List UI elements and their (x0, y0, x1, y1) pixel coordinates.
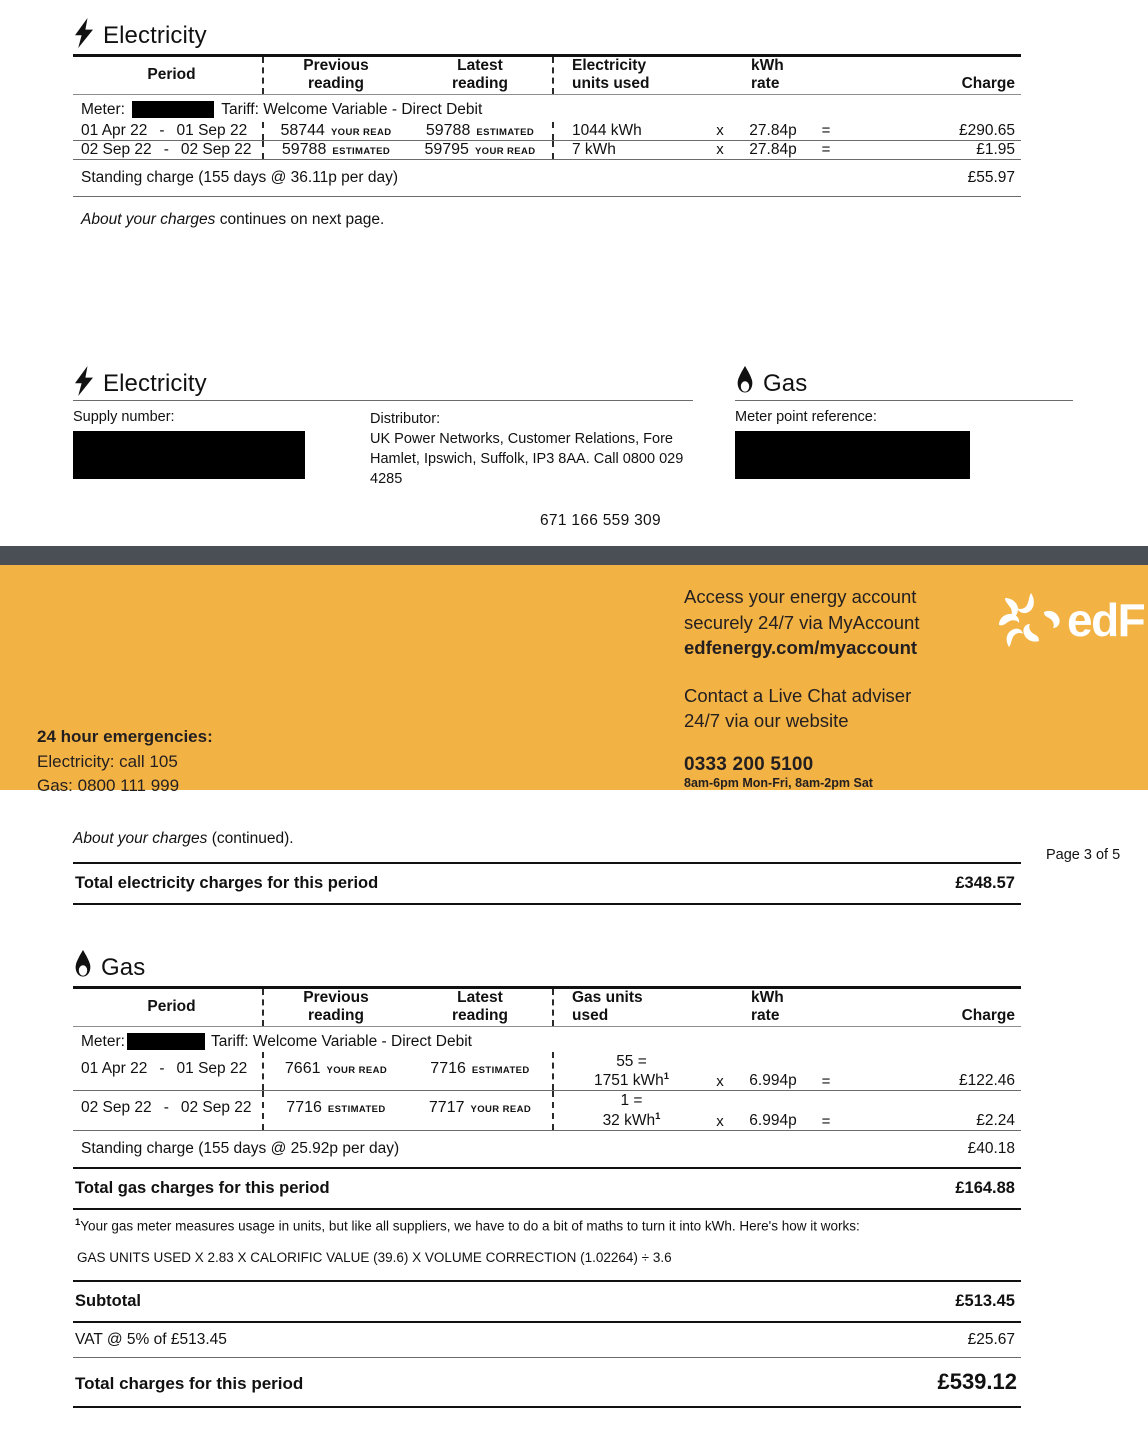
col-latest-reading (408, 57, 553, 94)
emergency-electricity: Electricity: call 105 (37, 751, 178, 771)
gas-col-units-l2: used (572, 1007, 609, 1025)
total-gas-label: Total gas charges for this period (75, 1179, 330, 1198)
total-charges-bottom-rule (73, 1406, 1021, 1408)
total-charges-label: Total charges for this period (75, 1374, 304, 1394)
col-units-used-l1: Electricity (572, 57, 647, 74)
gas-row0-period (73, 1052, 263, 1091)
supply-gas-heading-row (735, 366, 1073, 396)
row1-previous (263, 141, 408, 159)
gas-row0-rate: 6.994p (749, 1072, 797, 1090)
row1-rate-cells (703, 141, 853, 159)
gas-col-kwh-rate (703, 989, 853, 1026)
row1-equals-sign: = (821, 141, 831, 159)
subtotal-row (73, 1282, 1021, 1321)
row0-period (73, 122, 263, 140)
row0-charge: £290.65 (958, 121, 1015, 139)
gas-rows-table (73, 1052, 1021, 1091)
livechat-line-1: Contact a Live Chat adviser (684, 684, 912, 706)
row0-previous-tag: YOUR READ (330, 126, 392, 138)
gas-col-previous-reading (263, 989, 408, 1026)
row1-rate-group (703, 141, 853, 159)
gas-row0-previous-value: 7661 (284, 1059, 321, 1077)
gas-meter-tariff-line (73, 1027, 1021, 1052)
gas-row1-multiply-sign: x (716, 1112, 724, 1130)
table-row (73, 141, 1021, 159)
gas-standing-charge-label: Standing charge (155 days @ 25.92p per day) (81, 1140, 400, 1158)
row1-multiply-sign: x (716, 141, 724, 159)
col-latest-reading-l2: reading (452, 75, 508, 93)
gas-row1-rate-cells (703, 1112, 853, 1130)
banner-top-bar (0, 546, 1148, 565)
myaccount-url[interactable]: edfenergy.com/myaccount (684, 637, 918, 659)
supply-electricity-heading-row (73, 366, 693, 396)
col-period: Period (147, 66, 196, 84)
gas-standing-charge-row (73, 1131, 1021, 1167)
total-electricity-row (73, 864, 1021, 903)
distributor-address: UK Power Networks, Customer Relations, Fore Hamlet, Ipswich, Suffolk, IP3 8AA. Call 0800 029 4285 (370, 431, 684, 487)
col-kwh-rate (703, 57, 853, 94)
flame-icon (73, 950, 93, 980)
meter-point-redacted (735, 431, 970, 479)
continues-note-rest: continues on next page. (215, 210, 385, 228)
gas-row0-units-l2-wrap (560, 1071, 703, 1091)
gas-footnote (73, 1210, 1021, 1237)
gas-row1-period (73, 1091, 263, 1130)
meter-point-label: Meter point reference: (735, 409, 877, 425)
lightning-bolt-icon (73, 18, 95, 48)
gas-row1-units (553, 1091, 703, 1130)
gas-table-header-row (73, 989, 1021, 1026)
col-units-used-l2: units used (572, 75, 650, 93)
table-row (73, 122, 1021, 140)
distributor-label: Distributor: (370, 411, 441, 427)
row0-period-dates (81, 122, 262, 140)
emergency-gas: Gas: 0800 111 999 (37, 775, 180, 795)
gas-row0-rate-cells (703, 1072, 853, 1090)
row0-units: 1044 kWh (553, 122, 703, 140)
gas-row1-latest-tag: YOUR READ (470, 1104, 532, 1116)
myaccount-line-2: securely 24/7 via MyAccount (684, 611, 920, 633)
table-row (73, 1052, 1021, 1091)
row0-rate-cells (703, 122, 853, 140)
subtotal-label: Subtotal (75, 1292, 141, 1311)
row1-period (73, 141, 263, 159)
row1-previous-tag: ESTIMATED (332, 145, 391, 157)
gas-row0-period-dates (81, 1060, 262, 1078)
continues-note-italic: About your charges (81, 210, 216, 228)
flame-icon (735, 366, 755, 396)
total-electricity-bottom-rule (73, 903, 1021, 905)
gas-meter-redacted (127, 1033, 205, 1050)
gas-meter-label: Meter: (81, 1032, 125, 1050)
electricity-meter-label: Meter: (81, 100, 125, 118)
gas-row0-dash: - (159, 1059, 165, 1077)
electricity-tariff: Tariff: Welcome Variable - Direct Debit (221, 100, 483, 118)
supply-details-electricity (73, 366, 693, 489)
gas-footnote-formula: GAS UNITS USED X 2.83 X CALORIFIC VALUE (39.6) X VOLUME CORRECTION (1.02264) ÷ 3.6 (77, 1250, 672, 1266)
total-charges-row (73, 1358, 1021, 1406)
continued-note-italic: About your charges (73, 830, 208, 847)
electricity-standing-charge-label: Standing charge (155 days @ 36.11p per day) (81, 168, 399, 186)
gas-col-previous-l1: Previous (303, 989, 369, 1006)
distributor-block (370, 409, 690, 489)
row1-units: 7 kWh (553, 141, 703, 159)
gas-row0-date-from: 01 Apr 22 (81, 1059, 148, 1077)
gas-row0-multiply-sign: x (716, 1072, 724, 1090)
lightning-bolt-icon (73, 366, 95, 396)
row0-previous (263, 122, 408, 140)
gas-row0-units-l1: 55 = (616, 1052, 647, 1070)
col-previous-reading (263, 57, 408, 94)
row1-previous-value: 59788 (281, 140, 327, 158)
electricity-continues-note (73, 197, 1021, 229)
row0-latest-value: 59788 (425, 121, 471, 139)
gas-heading: Gas (101, 954, 146, 981)
gas-col-latest-reading (408, 989, 553, 1026)
gas-row1-equals-sign: = (821, 1112, 831, 1130)
gas-col-latest-l1: Latest (457, 989, 503, 1006)
electricity-standing-charge-row (73, 160, 1021, 196)
gas-col-period: Period (147, 998, 196, 1016)
emergency-block (37, 725, 213, 798)
continued-note-rest: (continued). (207, 830, 294, 847)
continued-note (73, 830, 1021, 862)
gas-tariff: Tariff: Welcome Variable - Direct Debit (210, 1032, 472, 1050)
livechat-line-2: 24/7 via our website (684, 710, 849, 732)
row1-rate: 27.84p (749, 140, 797, 158)
banner-right-block (684, 584, 974, 790)
gas-row1-previous-tag: ESTIMATED (327, 1104, 386, 1116)
subtotal-value: £513.45 (955, 1292, 1015, 1311)
row0-rate-group (703, 122, 853, 140)
gas-row1-date-from: 02 Sep 22 (81, 1099, 152, 1117)
gas-row1-previous-value: 7716 (286, 1099, 322, 1117)
supply-gas-heading: Gas (763, 370, 808, 397)
electricity-rows-table (73, 122, 1021, 140)
supply-number-label: Supply number: (73, 409, 175, 425)
col-charge: Charge (961, 75, 1015, 93)
gas-row1-units-footnote: 1 (655, 1110, 661, 1122)
gas-row0-latest-tag: ESTIMATED (471, 1064, 530, 1076)
gas-row0-units-footnote: 1 (663, 1070, 670, 1082)
gas-col-previous-l2: reading (308, 1007, 364, 1025)
gas-row1-units-l2: 32 kWh (602, 1112, 656, 1129)
gas-footnote-text: Your gas meter measures usage in units, but like all suppliers, we have to do a bit of maths to turn it into kWh. Here's how it works: (80, 1218, 860, 1234)
electricity-meter-tariff-line (73, 95, 1021, 122)
gas-row0-previous (263, 1052, 408, 1091)
supply-electricity-body (73, 401, 693, 489)
supply-number-block (73, 409, 308, 489)
row0-dash: - (159, 121, 165, 139)
supply-number-redacted (73, 431, 305, 479)
table-row (73, 1091, 1021, 1130)
edf-flower-icon (995, 589, 1073, 651)
row1-latest-tag: YOUR READ (474, 145, 536, 157)
row1-latest-value: 59795 (424, 140, 469, 158)
gas-row0-units (553, 1052, 703, 1091)
col-previous-reading-l2: reading (308, 75, 364, 93)
row1-date-to: 02 Sep 22 (180, 140, 252, 158)
gas-row1-date-to: 02 Sep 22 (180, 1099, 252, 1117)
gas-standing-charge-value: £40.18 (967, 1140, 1015, 1158)
page-number: Page 3 of 5 (1046, 847, 1121, 863)
contact-banner (0, 565, 1148, 795)
electricity-rows-table-2 (73, 141, 1021, 159)
vat-row (73, 1323, 1021, 1357)
total-charges-value: £539.12 (937, 1369, 1017, 1395)
supply-electricity-heading: Electricity (103, 370, 207, 397)
supply-number-digits: 671 166 559 309 (540, 512, 661, 529)
gas-row1-charge: £2.24 (976, 1112, 1015, 1130)
gas-table (73, 989, 1021, 1026)
row0-previous-value: 58744 (280, 121, 325, 139)
electricity-charges-section (73, 18, 1021, 229)
gas-col-rate-l1: kWh (751, 989, 784, 1006)
vat-label: VAT @ 5% of £513.45 (75, 1331, 227, 1349)
edf-logo (995, 589, 1144, 651)
row1-period-dates (81, 141, 262, 159)
myaccount-line-1: Access your energy account (684, 586, 917, 607)
row0-date-to: 01 Sep 22 (176, 121, 248, 139)
gas-row1-previous (263, 1091, 408, 1130)
gas-row1-rate-group (703, 1091, 853, 1130)
electricity-standing-charge-value: £55.97 (967, 168, 1015, 186)
col-kwh-rate-l1: kWh (751, 57, 784, 74)
row1-dash: - (163, 140, 169, 158)
gas-col-units-used (553, 989, 703, 1026)
col-previous-reading-l1: Previous (303, 57, 369, 74)
electricity-heading: Electricity (103, 22, 207, 49)
gas-charges-section (73, 950, 1021, 1408)
electricity-table-header-row (73, 57, 1021, 94)
gas-col-rate-l2: rate (751, 1007, 780, 1025)
gas-row0-rate-group (703, 1052, 853, 1091)
gas-col-units-l1: Gas units (572, 989, 643, 1006)
col-kwh-rate-l2: rate (751, 75, 780, 93)
col-latest-reading-l1: Latest (457, 57, 503, 74)
electricity-table (73, 57, 1021, 94)
gas-row1-latest (408, 1091, 553, 1130)
gas-col-charge: Charge (961, 1007, 1015, 1025)
row0-latest-tag: ESTIMATED (476, 126, 535, 138)
row0-multiply-sign: x (716, 122, 724, 140)
supply-details-gas (735, 366, 1073, 479)
gas-footnote-marker: 1 (75, 1217, 81, 1229)
row0-latest (408, 122, 553, 140)
gas-rows-table-2 (73, 1091, 1021, 1130)
contact-hours: 8am-6pm Mon-Fri, 8am-2pm Sat (684, 775, 873, 790)
row0-equals-sign: = (821, 122, 831, 140)
gas-row1-units-l2-wrap (560, 1111, 703, 1131)
gas-row1-period-dates (81, 1099, 262, 1117)
continued-section (73, 830, 1021, 905)
gas-row0-units-l2: 1751 kWh (593, 1072, 664, 1090)
meter-point-block (735, 401, 1073, 479)
total-gas-row (73, 1169, 1021, 1208)
gas-heading-row (73, 950, 1021, 980)
row1-latest (408, 141, 553, 159)
gas-row1-dash: - (163, 1099, 169, 1117)
emergency-title: 24 hour emergencies: (37, 727, 213, 746)
gas-row1-latest-value: 7717 (428, 1099, 465, 1117)
gas-row0-previous-tag: YOUR READ (326, 1064, 388, 1076)
row1-date-from: 02 Sep 22 (81, 140, 152, 158)
row0-rate: 27.84p (749, 121, 797, 139)
gas-row1-rate: 6.994p (749, 1112, 797, 1130)
edf-wordmark: edF (1067, 594, 1145, 646)
gas-row0-latest-value: 7716 (430, 1059, 466, 1077)
gas-row0-equals-sign: = (821, 1072, 831, 1090)
total-electricity-label: Total electricity charges for this period (75, 874, 379, 892)
gas-row0-latest (408, 1052, 553, 1091)
contact-phone: 0333 200 5100 (684, 753, 814, 775)
gas-col-latest-l2: reading (452, 1007, 508, 1025)
gas-row0-date-to: 01 Sep 22 (176, 1059, 248, 1077)
total-electricity-value: £348.57 (955, 874, 1015, 892)
total-gas-value: £164.88 (955, 1179, 1015, 1198)
electricity-meter-redacted (132, 101, 214, 118)
gas-row1-units-l1: 1 = (620, 1092, 643, 1110)
col-units-used (553, 57, 703, 94)
gas-row0-charge: £122.46 (958, 1072, 1015, 1090)
row1-charge: £1.95 (976, 140, 1015, 158)
vat-value: £25.67 (967, 1331, 1015, 1349)
electricity-heading-row (73, 18, 1021, 48)
row0-date-from: 01 Apr 22 (81, 121, 148, 139)
